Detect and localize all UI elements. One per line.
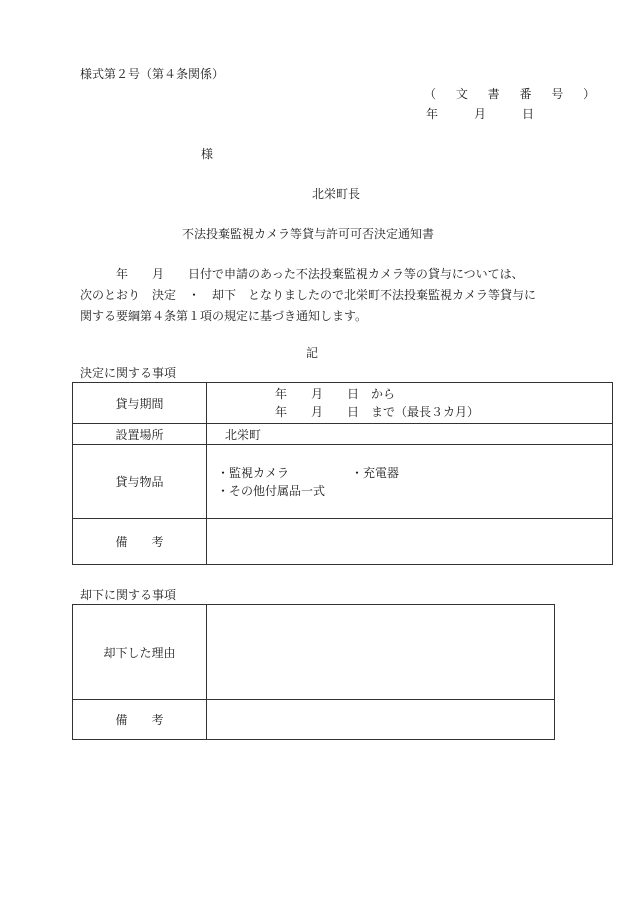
period-label: 貸与期間 — [73, 383, 207, 424]
rejection-remarks-label: 備 考 — [73, 700, 207, 740]
place-value: 北栄町 — [207, 424, 613, 445]
place-label: 設置場所 — [73, 424, 207, 445]
rejection-remarks-value — [207, 700, 555, 740]
decision-table — [72, 382, 613, 565]
date-line: 年 月 日 — [426, 107, 535, 121]
item-camera: ・監視カメラ — [217, 465, 290, 480]
body-line: 関する要綱第４条第１項の規定に基づき通知します。 — [80, 309, 368, 323]
items-row — [73, 445, 613, 519]
period-row — [73, 383, 613, 424]
reason-label: 却下した理由 — [73, 605, 207, 700]
items-value — [207, 445, 613, 519]
period-value — [207, 383, 613, 424]
reason-value — [207, 605, 555, 700]
issuer: 北栄町長 — [312, 187, 361, 201]
decision-remarks-row — [73, 519, 613, 565]
items-label: 貸与物品 — [73, 445, 207, 519]
decision-remarks-label: 備 考 — [73, 519, 207, 565]
item-charger: ・充電器 — [351, 465, 400, 480]
rejection-remarks-row — [73, 700, 555, 740]
decision-remarks-value — [207, 519, 613, 565]
body-text — [80, 264, 560, 327]
ki-heading: 記 — [306, 346, 319, 360]
period-from: 年 月 日 から — [275, 387, 396, 401]
body-line: 次のとおり 決定 ・ 却下 となりましたので北栄町不法投棄監視カメラ等貸与に — [80, 288, 537, 302]
rejection-section-heading: 却下に関する事項 — [80, 588, 177, 602]
document-title: 不法投棄監視カメラ等貸与許可可否決定通知書 — [182, 227, 435, 241]
item-accessories: ・その他付属品一式 — [217, 483, 326, 498]
form-number: 様式第２号（第４条関係） — [80, 67, 225, 81]
document-number: （ 文 書 番 号 ） — [424, 87, 604, 101]
period-to: 年 月 日 まで（最長３カ月） — [275, 405, 480, 419]
rejection-table — [72, 604, 555, 740]
decision-section-heading: 決定に関する事項 — [80, 366, 177, 380]
addressee-suffix: 様 — [201, 147, 214, 161]
place-row — [73, 424, 613, 445]
reason-row — [73, 605, 555, 700]
body-line: 年 月 日付で申請のあった不法投棄監視カメラ等の貸与については、 — [80, 267, 524, 281]
